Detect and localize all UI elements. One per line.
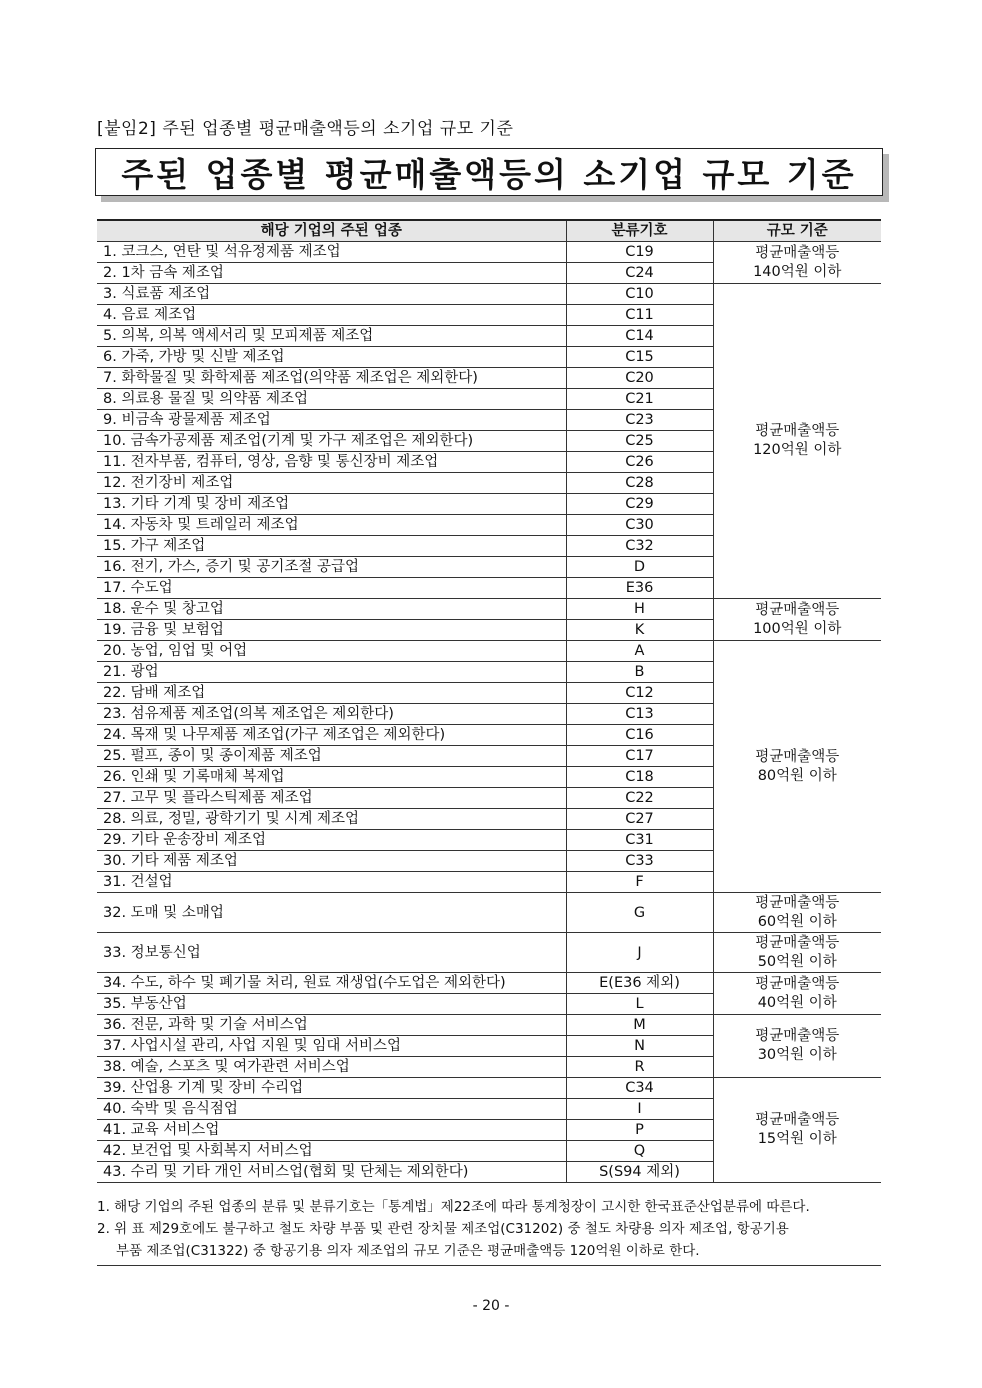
standard-cell [713, 893, 881, 933]
industry-cell: 8. 의료용 물질 및 의약품 제조업 [97, 389, 566, 410]
standard-cell [713, 973, 881, 1015]
standard-line2: 30억원 이하 [757, 1047, 837, 1063]
code-cell: C12 [566, 683, 713, 704]
standard-line2: 80억원 이하 [757, 767, 837, 784]
standard-line1: 평균매출액등 [755, 894, 840, 911]
standard-line1: 평균매출액등 [755, 244, 840, 261]
code-cell: G [566, 893, 713, 933]
standard-line1: 평균매출액등 [755, 1028, 840, 1044]
standard-cell [713, 1078, 881, 1183]
industry-cell: 11. 전자부품, 컴퓨터, 영상, 음향 및 통신장비 제조업 [97, 452, 566, 473]
attachment-caption: [붙임2] 주된 업종별 평균매출액등의 소기업 규모 기준 [97, 119, 514, 139]
industry-cell: 3. 식료품 제조업 [97, 284, 566, 305]
code-cell: I [566, 1099, 713, 1120]
standard-line1: 평균매출액등 [755, 934, 840, 951]
industry-cell: 39. 산업용 기계 및 장비 수리업 [97, 1078, 566, 1099]
industry-cell: 10. 금속가공제품 제조업(기계 및 가구 제조업은 제외한다) [97, 431, 566, 452]
industry-cell: 28. 의료, 정밀, 광학기기 및 시계 제조업 [97, 809, 566, 830]
table-row [97, 641, 881, 662]
industry-cell: 6. 가죽, 가방 및 신발 제조업 [97, 347, 566, 368]
note-2: 2. 위 표 제29호에도 불구하고 철도 차량 부품 및 관련 장치물 제조업(C31202) 중 철도 차량용 의자 제조업, 항공기용 [97, 1221, 789, 1237]
industry-cell: 13. 기타 기계 및 장비 제조업 [97, 494, 566, 515]
industry-cell: 4. 음료 제조업 [97, 305, 566, 326]
standard-cell [713, 599, 881, 641]
code-cell: C25 [566, 431, 713, 452]
industry-cell: 27. 고무 및 플라스틱제품 제조업 [97, 788, 566, 809]
code-cell: C19 [566, 242, 713, 263]
industry-cell: 15. 가구 제조업 [97, 536, 566, 557]
code-cell: H [566, 599, 713, 620]
table-row [97, 973, 881, 994]
industry-cell: 14. 자동차 및 트레일러 제조업 [97, 515, 566, 536]
standard-line1: 평균매출액등 [755, 423, 840, 439]
industry-cell: 31. 건설업 [97, 872, 566, 893]
industry-cell: 34. 수도, 하수 및 폐기물 처리, 원료 재생업(수도업은 제외한다) [97, 973, 566, 994]
code-cell: C15 [566, 347, 713, 368]
industry-cell: 32. 도매 및 소매업 [97, 893, 566, 933]
industry-cell: 42. 보건업 및 사회복지 서비스업 [97, 1141, 566, 1162]
standard-line1: 평균매출액등 [755, 748, 840, 765]
code-cell: J [566, 933, 713, 973]
table-row [97, 599, 881, 620]
code-cell: C22 [566, 788, 713, 809]
code-cell: E(E36 제외) [566, 973, 713, 994]
code-cell: N [566, 1036, 713, 1057]
table-row [97, 284, 881, 305]
standard-line2: 50억원 이하 [757, 953, 837, 970]
industry-cell: 23. 섬유제품 제조업(의복 제조업은 제외한다) [97, 704, 566, 725]
code-cell: C32 [566, 536, 713, 557]
standard-cell [713, 284, 881, 599]
code-cell: C14 [566, 326, 713, 347]
code-cell: S(S94 제외) [566, 1162, 713, 1183]
code-cell: C28 [566, 473, 713, 494]
standard-line2: 40억원 이하 [757, 994, 837, 1011]
code-cell: K [566, 620, 713, 641]
industry-cell: 20. 농업, 임업 및 어업 [97, 641, 566, 662]
standard-line2: 120억원 이하 [753, 442, 842, 458]
standard-line2: 100억원 이하 [753, 620, 842, 637]
code-cell: C26 [566, 452, 713, 473]
code-cell: C10 [566, 284, 713, 305]
header-industry: 해당 기업의 주된 업종 [97, 220, 566, 242]
industry-cell: 37. 사업시설 관리, 사업 지원 및 임대 서비스업 [97, 1036, 566, 1057]
industry-cell: 40. 숙박 및 음식점업 [97, 1099, 566, 1120]
industry-cell: 2. 1차 금속 제조업 [97, 263, 566, 284]
code-cell: C16 [566, 725, 713, 746]
industry-cell: 19. 금융 및 보험업 [97, 620, 566, 641]
standard-line2: 60억원 이하 [757, 913, 837, 930]
note-2-continued: 부품 제조업(C31322) 중 항공기용 의자 제조업의 규모 기준은 평균매출액등 120억원 이하로 한다. [116, 1243, 700, 1259]
code-cell: F [566, 872, 713, 893]
code-cell: C24 [566, 263, 713, 284]
code-cell: Q [566, 1141, 713, 1162]
industry-cell: 38. 예술, 스포츠 및 여가관련 서비스업 [97, 1057, 566, 1078]
standard-line2: 15억원 이하 [757, 1131, 837, 1147]
code-cell: C31 [566, 830, 713, 851]
industry-cell: 16. 전기, 가스, 증기 및 공기조절 공급업 [97, 557, 566, 578]
industry-cell: 7. 화학물질 및 화학제품 제조업(의약품 제조업은 제외한다) [97, 368, 566, 389]
code-cell: E36 [566, 578, 713, 599]
industry-cell: 24. 목재 및 나무제품 제조업(가구 제조업은 제외한다) [97, 725, 566, 746]
note-1: 1. 해당 기업의 주된 업종의 분류 및 분류기호는「통계법」제22조에 따라 통계청장이 고시한 한국표준산업분류에 따른다. [97, 1199, 810, 1215]
table-row [97, 933, 881, 973]
industry-cell: 12. 전기장비 제조업 [97, 473, 566, 494]
industry-cell: 17. 수도업 [97, 578, 566, 599]
code-cell: R [566, 1057, 713, 1078]
size-criteria-table [97, 219, 881, 1183]
industry-cell: 22. 담배 제조업 [97, 683, 566, 704]
standard-line1: 평균매출액등 [755, 601, 840, 618]
code-cell: D [566, 557, 713, 578]
standard-cell [713, 242, 881, 284]
code-cell: C23 [566, 410, 713, 431]
code-cell: C18 [566, 767, 713, 788]
industry-cell: 9. 비금속 광물제품 제조업 [97, 410, 566, 431]
header-code: 분류기호 [566, 220, 713, 242]
code-cell: C33 [566, 851, 713, 872]
notes-divider [97, 1265, 881, 1266]
table-row [97, 1015, 881, 1036]
code-cell: C30 [566, 515, 713, 536]
industry-cell: 29. 기타 운송장비 제조업 [97, 830, 566, 851]
industry-cell: 25. 펄프, 종이 및 종이제품 제조업 [97, 746, 566, 767]
code-cell: C20 [566, 368, 713, 389]
industry-cell: 21. 광업 [97, 662, 566, 683]
title-box [95, 148, 883, 196]
industry-cell: 18. 운수 및 창고업 [97, 599, 566, 620]
industry-cell: 26. 인쇄 및 기록매체 복제업 [97, 767, 566, 788]
industry-cell: 5. 의복, 의복 액세서리 및 모피제품 제조업 [97, 326, 566, 347]
industry-cell: 30. 기타 제품 제조업 [97, 851, 566, 872]
code-cell: C34 [566, 1078, 713, 1099]
industry-cell: 35. 부동산업 [97, 994, 566, 1015]
table-notes [97, 1196, 881, 1262]
code-cell: C13 [566, 704, 713, 725]
industry-cell: 33. 정보통신업 [97, 933, 566, 973]
code-cell: A [566, 641, 713, 662]
industry-cell: 43. 수리 및 기타 개인 서비스업(협회 및 단체는 제외한다) [97, 1162, 566, 1183]
standard-line2: 140억원 이하 [753, 263, 842, 280]
table-row [97, 893, 881, 933]
code-cell: C17 [566, 746, 713, 767]
table-row [97, 1078, 881, 1099]
code-cell: P [566, 1120, 713, 1141]
standard-cell [713, 1015, 881, 1078]
standard-line1: 평균매출액등 [755, 1112, 840, 1128]
page-title: 주된 업종별 평균매출액등의 소기업 규모 기준 [121, 154, 857, 194]
standard-cell [713, 933, 881, 973]
industry-cell: 36. 전문, 과학 및 기술 서비스업 [97, 1015, 566, 1036]
code-cell: C11 [566, 305, 713, 326]
table-header-row [97, 220, 881, 242]
standard-cell [713, 641, 881, 893]
standard-line1: 평균매출액등 [755, 975, 840, 992]
industry-cell: 1. 코크스, 연탄 및 석유정제품 제조업 [97, 242, 566, 263]
header-standard: 규모 기준 [713, 220, 881, 242]
code-cell: C29 [566, 494, 713, 515]
page-number: - 20 - [472, 1298, 510, 1314]
code-cell: B [566, 662, 713, 683]
industry-cell: 41. 교육 서비스업 [97, 1120, 566, 1141]
code-cell: C27 [566, 809, 713, 830]
table-row [97, 242, 881, 263]
code-cell: L [566, 994, 713, 1015]
code-cell: C21 [566, 389, 713, 410]
code-cell: M [566, 1015, 713, 1036]
